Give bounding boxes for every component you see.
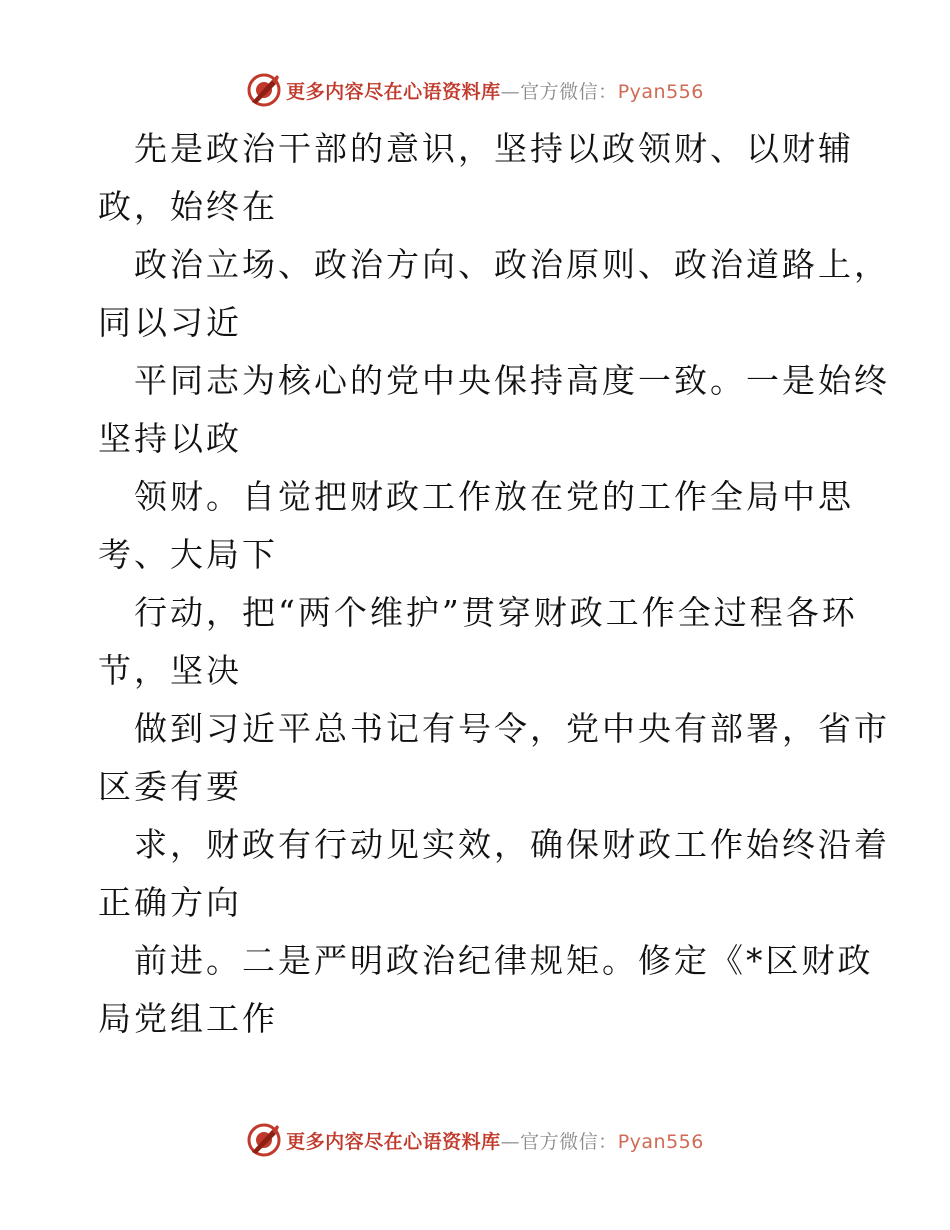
- text-line: 做到习近平总书记有号令，党中央有部署，省市: [134, 709, 890, 748]
- text-line: 坚持以政: [98, 419, 242, 458]
- text-line: 平同志为核心的党中央保持高度一致。一是始终: [134, 361, 890, 400]
- footer-site-name: 更多内容尽在心语资料库: [286, 1130, 501, 1153]
- text-line: 行动，把“两个维护”贯穿财政工作全过程各环: [134, 593, 858, 632]
- text-line: 考、大局下: [98, 535, 278, 574]
- text-line: 同以习近: [98, 303, 242, 342]
- text-line: 求，财政有行动见实效，确保财政工作始终沿着: [134, 825, 890, 864]
- text-line: 节，坚决: [98, 651, 242, 690]
- text-line: 领财。自觉把财政工作放在党的工作全局中思: [134, 477, 854, 516]
- header-text: [286, 77, 704, 104]
- footer-text: [286, 1127, 704, 1154]
- footer-separator: —: [500, 1130, 521, 1153]
- text-line: 局党组工作: [98, 999, 278, 1038]
- document-body: [98, 120, 890, 1048]
- header-separator: —: [500, 80, 521, 103]
- footer-wechat-label: 官方微信：: [520, 1130, 618, 1153]
- text-line: 政治立场、政治方向、政治原则、政治道路上，: [134, 245, 890, 284]
- text-line: 政，始终在: [98, 187, 278, 226]
- header-site-name: 更多内容尽在心语资料库: [286, 80, 501, 103]
- text-line: 前进。二是严明政治纪律规矩。修定《*区财政: [134, 941, 874, 980]
- pen-logo-icon: [246, 1122, 282, 1158]
- footer-banner: [0, 1120, 950, 1160]
- pen-logo-icon: [246, 72, 282, 108]
- text-line: 区委有要: [98, 767, 242, 806]
- footer-wechat-id: Pyan556: [617, 1130, 704, 1153]
- header-wechat-id: Pyan556: [617, 80, 704, 103]
- header-wechat-label: 官方微信：: [520, 80, 618, 103]
- header-banner: [0, 70, 950, 110]
- text-line: 先是政治干部的意识，坚持以政领财、以财辅: [134, 129, 854, 168]
- text-line: 正确方向: [98, 883, 242, 922]
